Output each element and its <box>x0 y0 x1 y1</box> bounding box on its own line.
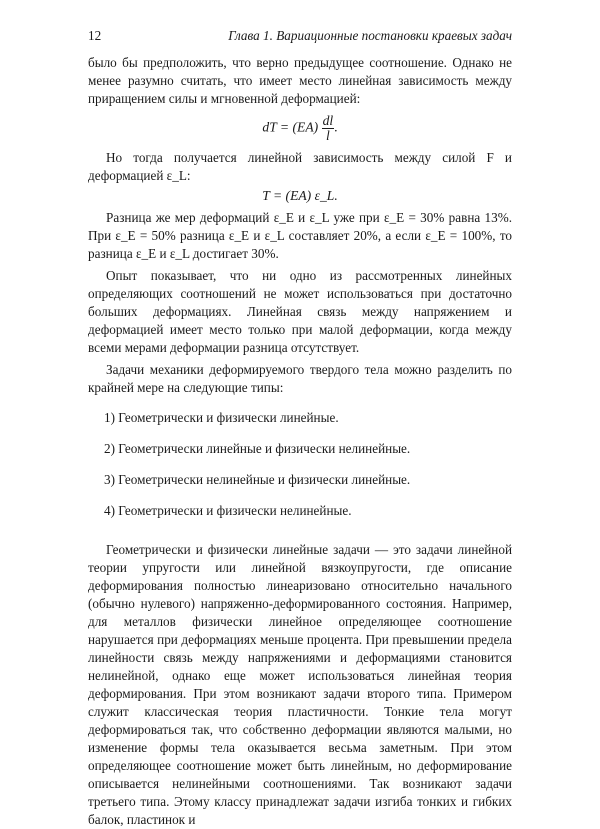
list-item: 1) Геометрически и физически линейные. <box>104 410 339 425</box>
fraction-dl-l <box>322 113 338 143</box>
formula-T: T = (EA) ε_L. <box>262 188 338 203</box>
chapter-title: Глава 1. Вариационные постановки краевых задач <box>228 28 512 43</box>
paragraph-3: Разница же мер деформаций ε_E и ε_L уже при ε_E = 30% равна 13%. При ε_E = 50% разница ε_E и ε_L составляет 20%, а если ε_E = 100%, то разница ε_E и ε_L достигает 30%. <box>88 210 512 261</box>
page-number: 12 <box>88 28 102 43</box>
fraction-numerator: dl <box>322 113 334 128</box>
paragraph-2: Но тогда получается линейной зависимость между силой F и деформацией ε_L: <box>88 150 512 183</box>
paragraph-6: Геометрически и физически линейные задачи — это задачи линейной теории упругости или линейной вязкоупругости, где описание деформирования полностью линеаризовано относительно начального (обычно нулевого) напряженно-деформированного состояния. Например, для металлов физически линейное определяющее соотношение нарушается при деформациях меньше процента. При превышении предела линейности связь между напряжениями и деформациями становится нелинейной, однако еще может использоваться линейная теория деформирования. При этом возникают задачи второго типа. Примером служит классическая теория пластичности. Тонкие тела могут деформироваться так, что собственно деформации являются малыми, но изменение формы тела оказывается весьма заметным. При этом определяющее соотношение может быть линейным, но деформирование описывается нелинейными соотношениями. Так возникают задачи третьего типа. Этому классу принадлежат задачи изгиба тонких и гибких балок, пластинок и <box>88 542 512 827</box>
list-item: 4) Геометрически и физически нелинейные. <box>104 503 352 518</box>
page <box>88 28 512 829</box>
problem-types-list <box>88 409 512 533</box>
paragraph-5: Задачи механики деформируемого твердого тела можно разделить по крайней мере на следующие типы: <box>88 362 512 395</box>
paragraph-4: Опыт показывает, что ни одно из рассмотренных линейных определяющих соотношений не может использоваться при достаточно больших деформациях. Линейная связь между напряжением и деформацией имеет место только при малой деформации, когда между всеми мерами деформации разница отсутствует. <box>88 268 512 355</box>
list-item: 2) Геометрически линейные и физически нелинейные. <box>104 441 411 456</box>
list-item: 3) Геометрически нелинейные и физически линейные. <box>104 472 411 487</box>
fraction-denominator: l <box>325 128 330 143</box>
formula-dT-end: . <box>334 119 338 135</box>
formula-dT <box>88 114 512 143</box>
paragraph-1: было бы предположить, что верно предыдущее соотношение. Однако не менее разумно считать, что имеет место линейная зависимость между приращением силы и мгновенной деформацией: <box>88 55 512 106</box>
running-header <box>88 28 512 54</box>
formula-dT-lhs: dT = (EA) <box>262 119 319 135</box>
